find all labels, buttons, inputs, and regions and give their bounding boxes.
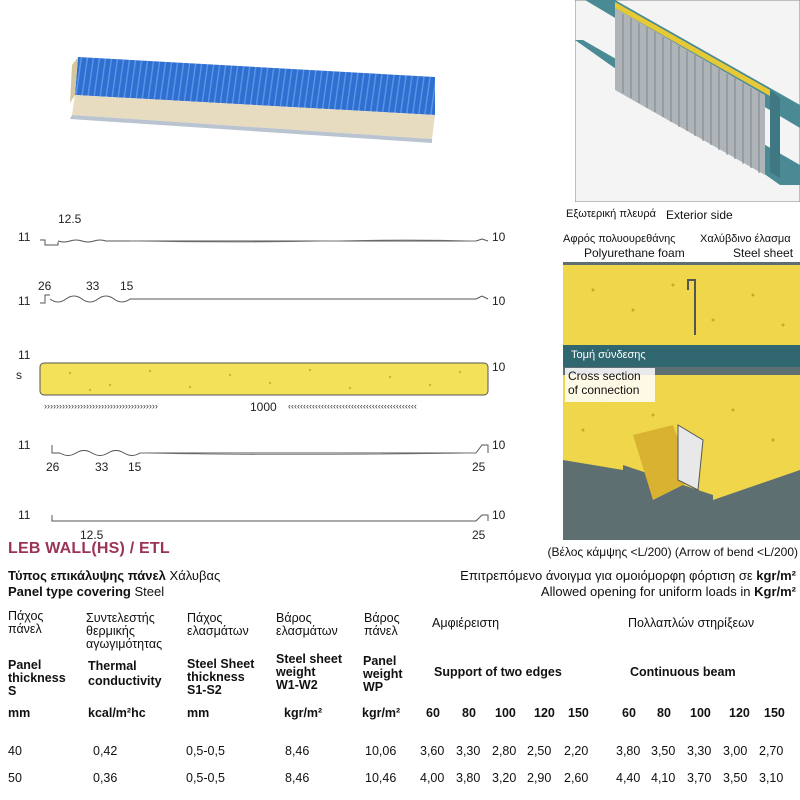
hdr-en-continuous: Continuous beam (630, 665, 736, 679)
covering-en: Panel type covering Steel (8, 584, 165, 599)
panel-profiles (30, 225, 500, 525)
dim-10-e: 10 (492, 508, 506, 522)
dim-11-b: 11 (18, 294, 31, 308)
dim-33-top: 33 (86, 279, 100, 293)
unit-span-cb-80: 80 (657, 706, 671, 720)
dim-15-top: 15 (120, 279, 134, 293)
table-row: 40 0,42 0,5-0,5 8,46 10,06 3,60 3,30 2,80 2,50 2,20 3,80 3,50 3,30 3,00 2,70 (8, 744, 784, 758)
installation-illustration (575, 0, 800, 202)
unit-span-2e-150: 150 (568, 706, 589, 720)
unit-span-cb-120: 120 (729, 706, 750, 720)
table-row: 50 0,36 0,5-0,5 8,46 10,46 4,00 3,80 3,20 2,90 2,60 4,40 4,10 3,70 3,50 3,10 (8, 771, 784, 785)
unit-thermal: kcal/m²hc (88, 706, 146, 720)
dim-10-a: 10 (492, 230, 506, 244)
dim-15-bot: 15 (128, 460, 142, 474)
allowed-gr: Επιτρεπόμενο άνοιγμα για ομοιόμορφη φόρτιση σε kgr/m² (460, 568, 796, 583)
dim-s: s (16, 368, 22, 382)
product-title: LEB WALL(HS) / ETL (8, 540, 170, 557)
hdr-en-sheet-weight: Steel sheet weight W1-W2 (276, 652, 343, 692)
dim-25-d: 25 (472, 460, 486, 474)
cross-section-en-2: of connection (568, 383, 640, 397)
dim-25-e: 25 (472, 528, 486, 542)
dim-11-d: 11 (18, 438, 31, 452)
dim-26-top: 26 (38, 279, 52, 293)
exterior-gr: Εξωτερική πλευρά (566, 208, 656, 220)
unit-span-cb-100: 100 (690, 706, 711, 720)
steel-en: Steel sheet (733, 246, 794, 260)
hdr-en-two-edges: Support of two edges (434, 665, 562, 679)
dim-12-5-top: 12.5 (58, 212, 82, 226)
unit-panel-weight: kgr/m² (362, 706, 401, 720)
hdr-gr-panel-weight: Βάρος πάνελ (364, 611, 400, 638)
hdr-en-panel-weight: Panel weight WP (363, 654, 403, 694)
unit-thickness: mm (8, 706, 31, 720)
unit-span-cb-150: 150 (764, 706, 785, 720)
dim-10-b: 10 (492, 294, 506, 308)
hdr-en-sheet: Steel Sheet thickness S1-S2 (187, 657, 255, 697)
dim-11-e: 11 (18, 508, 31, 522)
hdr-gr-thermal: Συντελεστής θερμικής αγωγιμότητας (86, 611, 163, 651)
unit-span-2e-60: 60 (426, 706, 440, 720)
dim-11-a: 11 (18, 230, 31, 244)
svg-text:››››››››››››››››››››››››››››››: ›››››››››››››››››››››››››››››››››››››› (44, 401, 158, 411)
steel-gr: Χαλύβδινο έλασμα (700, 233, 791, 245)
bend-note: (Βέλος κάμψης <L/200) (Arrow of bend <L/200) (547, 545, 798, 559)
foam-en: Polyurethane foam (584, 246, 685, 260)
unit-span-2e-120: 120 (534, 706, 555, 720)
cross-section-en-1: Cross section (568, 369, 641, 383)
hdr-gr-continuous: Πολλαπλών στηρίξεων (628, 616, 755, 630)
dim-11-c: 11 (18, 348, 31, 362)
allowed-en: Allowed opening for uniform loads in Kgr/m² (540, 584, 796, 599)
hdr-gr-sheet-weight: Βάρος ελασμάτων (276, 611, 338, 638)
panel-photo (40, 45, 460, 155)
dim-12-5-bot: 12.5 (80, 528, 104, 542)
foam-gr: Αφρός πολυουρεθάνης (563, 233, 676, 245)
hdr-gr-two-edges: Αμφιέρειστη (432, 616, 500, 630)
section-gr: Τομή σύνδεσης (571, 349, 646, 361)
unit-sheet-weight: kgr/m² (284, 706, 323, 720)
hdr-gr-sheet: Πάχος ελασμάτων (187, 611, 249, 638)
svg-text:‹‹‹‹‹‹‹‹‹‹‹‹‹‹‹‹‹‹‹‹‹‹‹‹‹‹‹‹‹‹: ‹‹‹‹‹‹‹‹‹‹‹‹‹‹‹‹‹‹‹‹‹‹‹‹‹‹‹‹‹‹‹‹‹‹‹‹‹‹‹‹‹‹‹ (288, 401, 417, 411)
unit-span-2e-80: 80 (462, 706, 476, 720)
unit-span-cb-60: 60 (622, 706, 636, 720)
exterior-en: Exterior side (666, 208, 733, 222)
dim-33-bot: 33 (95, 460, 109, 474)
hdr-en-thermal: Thermal conductivity (88, 659, 162, 688)
hdr-gr-thickness: Πάχος πάνελ (8, 609, 44, 636)
dim-10-c: 10 (492, 360, 506, 374)
unit-span-2e-100: 100 (495, 706, 516, 720)
dim-10-d: 10 (492, 438, 506, 452)
unit-sheet: mm (187, 706, 210, 720)
covering-gr: Τύπος επικάλυψης πάνελ Χάλυβας (8, 568, 221, 583)
hdr-en-thickness: Panel thickness S (8, 658, 66, 698)
dim-26-bot: 26 (46, 460, 60, 474)
dim-1000: 1000 (250, 400, 277, 414)
